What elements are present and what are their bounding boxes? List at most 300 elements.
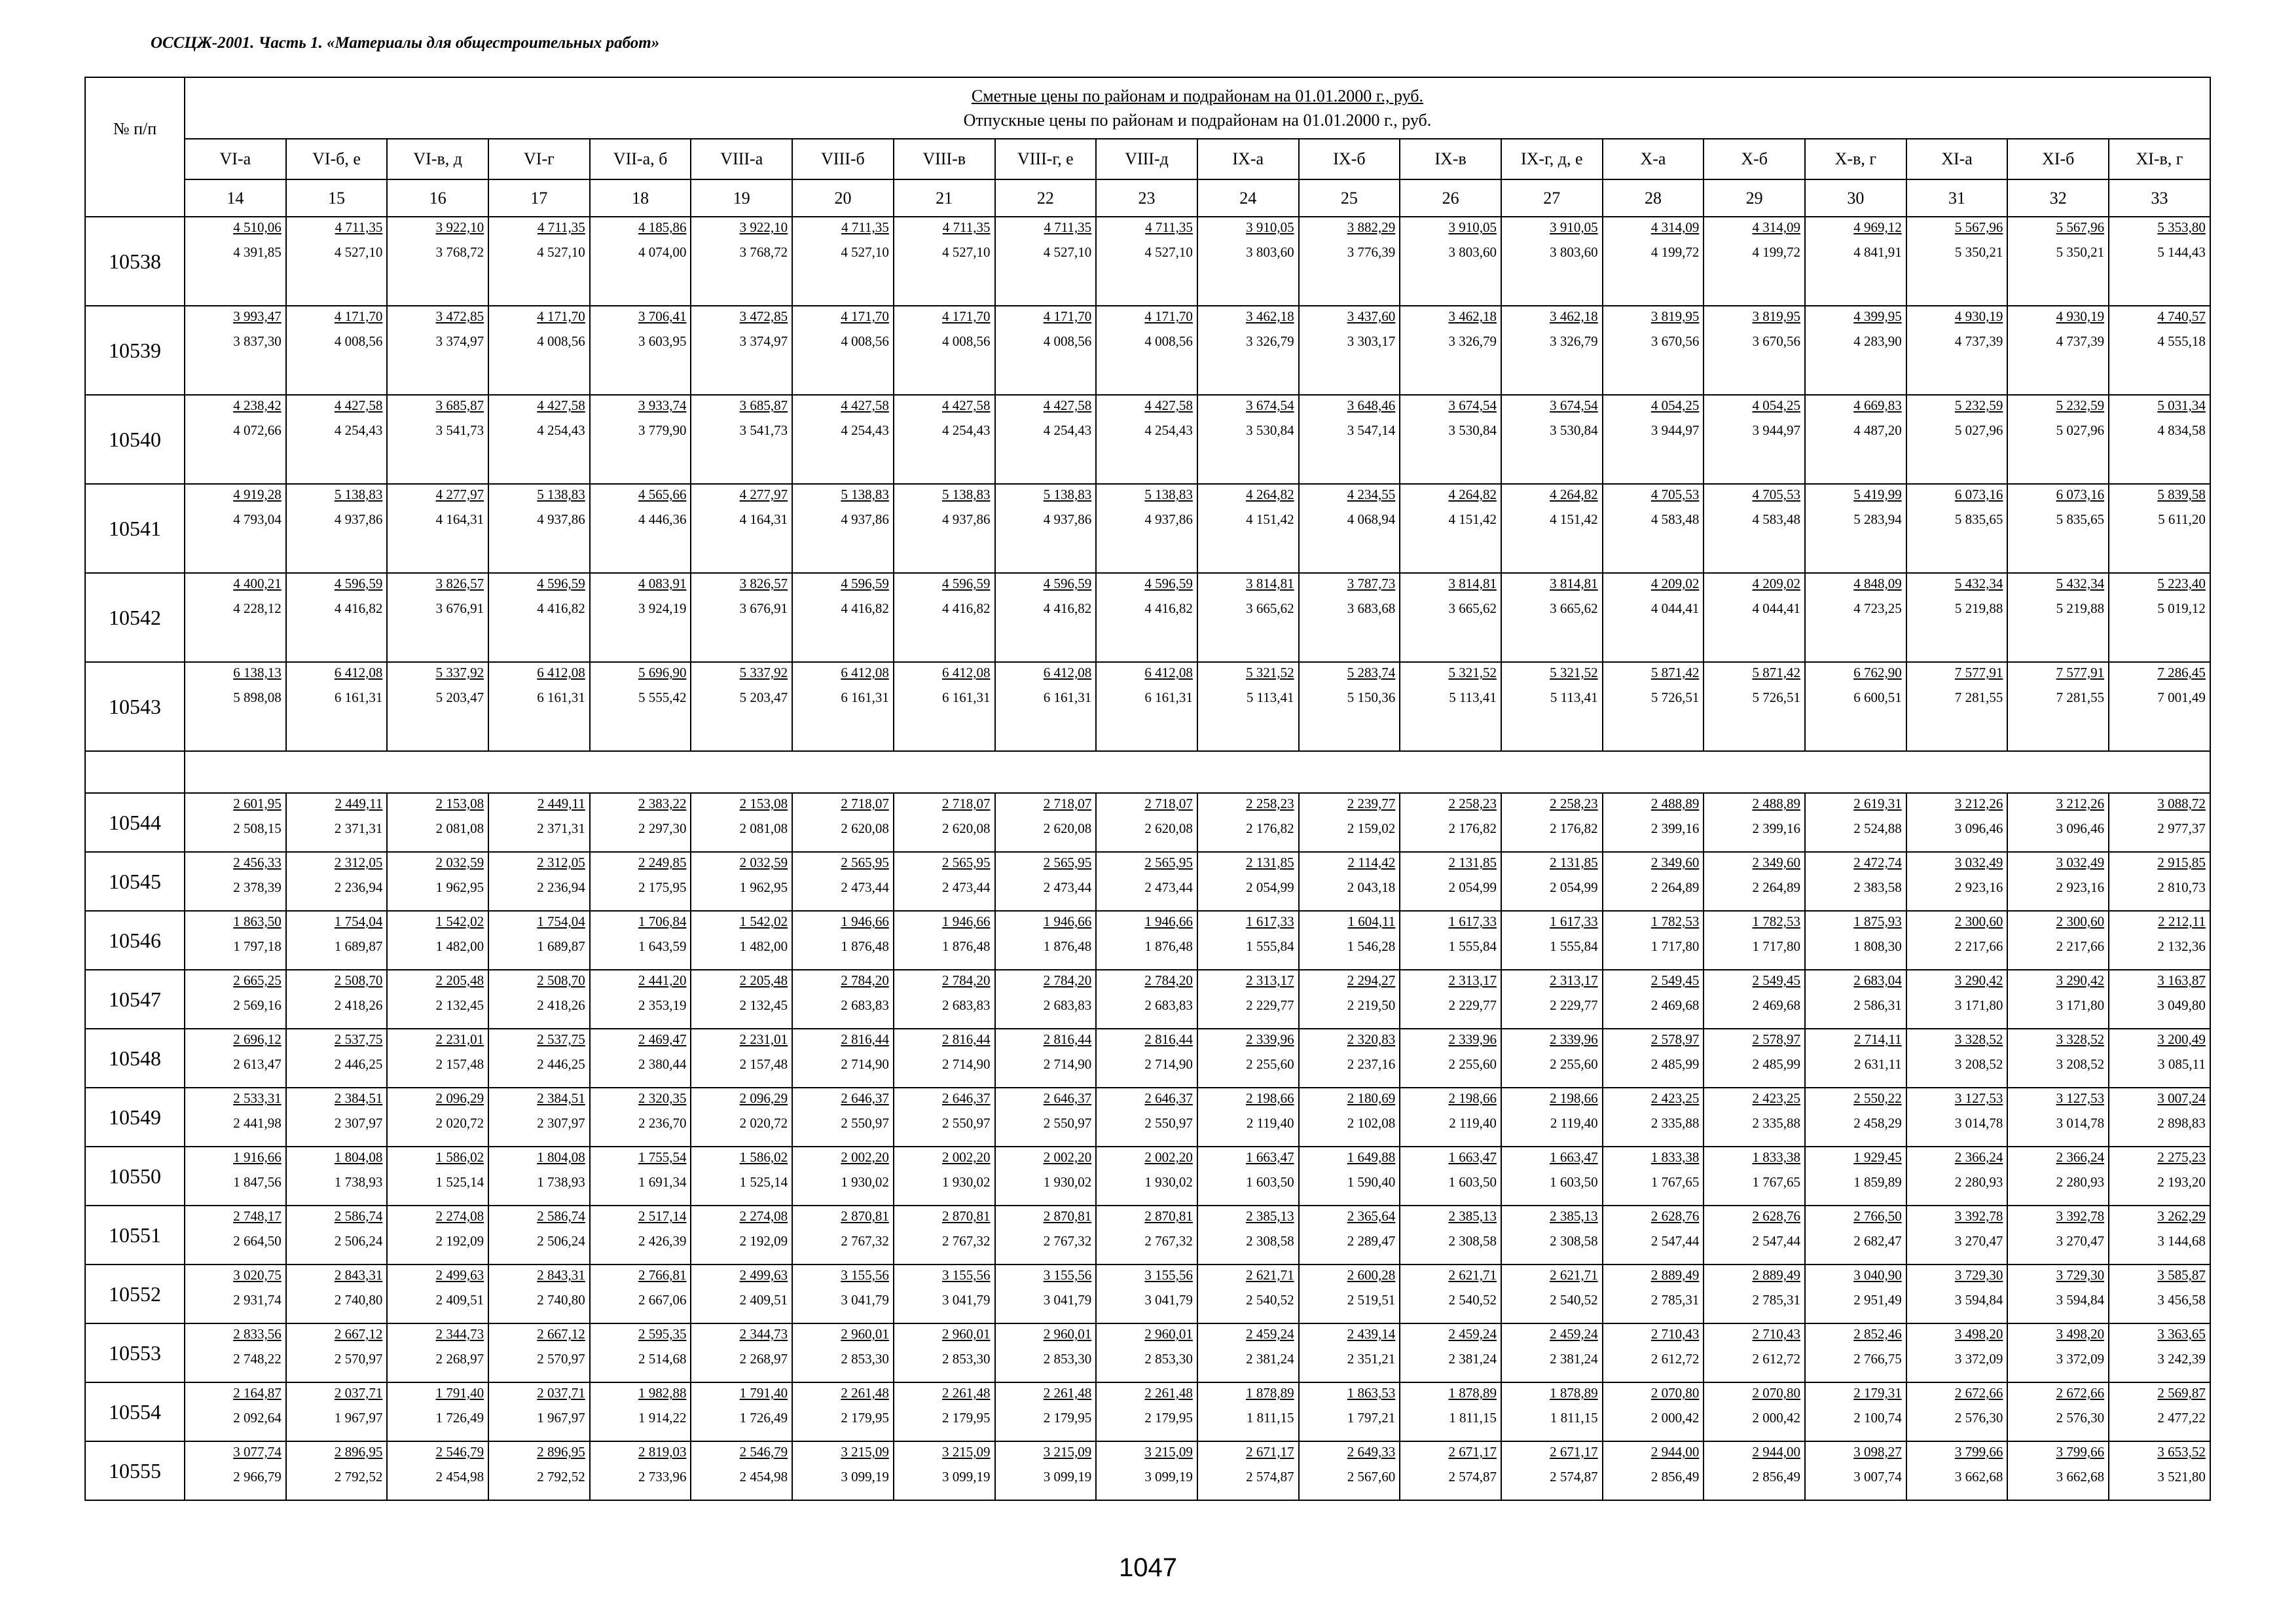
smetnaya-price: 3 215,09 (1144, 1444, 1193, 1460)
zone-header: VIII-г, е (995, 139, 1097, 179)
otpusknaya-price: 2 514,68 (638, 1351, 687, 1367)
otpusknaya-price: 3 270,47 (1954, 1233, 2003, 1249)
smetnaya-price: 4 427,58 (537, 397, 585, 413)
otpusknaya-price: 2 576,30 (2056, 1410, 2105, 1426)
smetnaya-price: 2 261,48 (942, 1385, 991, 1401)
smetnaya-price: 4 171,70 (841, 308, 889, 324)
price-cell (1805, 1088, 1906, 1147)
smetnaya-price: 3 363,65 (2157, 1326, 2206, 1342)
row-number: 10553 (85, 1323, 185, 1382)
price-cell (2007, 1323, 2109, 1382)
price-cell (995, 573, 1097, 662)
otpusknaya-price: 3 096,46 (1954, 821, 2003, 836)
otpusknaya-price: 2 766,75 (1853, 1351, 1902, 1367)
smetnaya-price: 2 870,81 (1043, 1208, 1092, 1224)
price-cell (1299, 1264, 1400, 1323)
smetnaya-price: 5 232,59 (1954, 397, 2003, 413)
smetnaya-price: 3 993,47 (233, 308, 282, 324)
column-number: 16 (387, 179, 488, 217)
price-cell (1501, 395, 1603, 484)
otpusknaya-price: 1 555,84 (1550, 938, 1598, 954)
separator-row (85, 751, 2210, 793)
otpusknaya-price: 3 374,97 (435, 333, 484, 349)
otpusknaya-price: 3 099,19 (1043, 1469, 1092, 1485)
smetnaya-price: 2 439,14 (1347, 1326, 1396, 1342)
otpusknaya-price: 2 268,97 (435, 1351, 484, 1367)
price-cell (1603, 1029, 1704, 1088)
price-cell (488, 1441, 590, 1500)
otpusknaya-price: 3 683,68 (1347, 600, 1396, 616)
smetnaya-price: 7 577,91 (2056, 665, 2105, 680)
smetnaya-price: 5 871,42 (1752, 665, 1800, 680)
row-number: 10540 (85, 395, 185, 484)
smetnaya-price: 2 366,24 (2056, 1149, 2105, 1165)
price-cell (1197, 573, 1299, 662)
price-cell (2007, 793, 2109, 852)
price-cell (1704, 1382, 1805, 1441)
smetnaya-price: 3 933,74 (638, 397, 687, 413)
otpusknaya-price: 1 691,34 (638, 1174, 687, 1190)
price-cell (1501, 852, 1603, 911)
price-cell (1197, 1382, 1299, 1441)
price-cell (1400, 395, 1501, 484)
smetnaya-price: 2 294,27 (1347, 972, 1396, 988)
price-cell (1400, 852, 1501, 911)
price-cell (2007, 395, 2109, 484)
otpusknaya-price: 2 289,47 (1347, 1233, 1396, 1249)
price-cell (1704, 1441, 1805, 1500)
price-cell (1906, 970, 2008, 1029)
smetnaya-price: 3 826,57 (739, 576, 788, 591)
smetnaya-price: 7 286,45 (2157, 665, 2206, 680)
otpusknaya-price: 4 723,25 (1853, 600, 1902, 616)
smetnaya-price: 5 232,59 (2056, 397, 2105, 413)
otpusknaya-price: 4 416,82 (1144, 600, 1193, 616)
price-cell (2007, 217, 2109, 306)
otpusknaya-price: 2 469,68 (1650, 997, 1700, 1013)
price-cell (995, 306, 1097, 395)
smetnaya-price: 3 922,10 (435, 219, 484, 235)
zone-header: VIII-в (894, 139, 995, 179)
smetnaya-price: 2 114,42 (1347, 855, 1396, 870)
otpusknaya-price: 2 054,99 (1448, 879, 1497, 895)
otpusknaya-price: 2 631,11 (1853, 1056, 1902, 1072)
price-cell (488, 573, 590, 662)
smetnaya-price: 2 766,81 (638, 1267, 687, 1283)
price-cell (2007, 573, 2109, 662)
smetnaya-price: 2 816,44 (1144, 1031, 1193, 1047)
otpusknaya-price: 1 962,95 (739, 879, 788, 895)
price-cell (1096, 1147, 1197, 1206)
price-cell (894, 395, 995, 484)
smetnaya-price: 2 870,81 (841, 1208, 889, 1224)
price-cell (590, 970, 691, 1029)
price-cell (590, 793, 691, 852)
row-number: 10544 (85, 793, 185, 852)
otpusknaya-price: 4 937,86 (942, 511, 991, 527)
smetnaya-price: 2 249,85 (638, 855, 687, 870)
column-number-row (85, 179, 2210, 217)
price-cell (1197, 1264, 1299, 1323)
price-cell (2007, 911, 2109, 970)
smetnaya-price: 1 617,33 (1246, 913, 1294, 929)
price-cell (1400, 484, 1501, 573)
otpusknaya-price: 2 237,16 (1347, 1056, 1396, 1072)
otpusknaya-price: 2 179,95 (942, 1410, 991, 1426)
price-cell (1603, 1264, 1704, 1323)
otpusknaya-price: 1 590,40 (1347, 1174, 1396, 1190)
smetnaya-price: 3 212,26 (1954, 796, 2003, 811)
otpusknaya-price: 2 418,26 (334, 997, 383, 1013)
price-cell (1299, 911, 1400, 970)
smetnaya-price: 2 002,20 (1043, 1149, 1092, 1165)
price-cell (488, 793, 590, 852)
otpusknaya-price: 4 283,90 (1853, 333, 1902, 349)
price-cell (488, 217, 590, 306)
price-cell (1096, 1323, 1197, 1382)
price-cell (590, 911, 691, 970)
npp-header-blank (85, 179, 185, 217)
otpusknaya-price: 3 270,47 (2056, 1233, 2105, 1249)
otpusknaya-price: 3 096,46 (2056, 821, 2105, 836)
otpusknaya-price: 4 737,39 (2056, 333, 2105, 349)
otpusknaya-price: 4 583,48 (1650, 511, 1700, 527)
otpusknaya-price: 4 527,10 (942, 244, 991, 260)
price-cell (185, 1147, 286, 1206)
price-cell (1400, 1088, 1501, 1147)
smetnaya-price: 1 663,47 (1550, 1149, 1598, 1165)
smetnaya-price: 2 365,64 (1347, 1208, 1396, 1224)
column-number: 28 (1603, 179, 1704, 217)
otpusknaya-price: 4 199,72 (1752, 244, 1800, 260)
otpusknaya-price: 1 797,18 (233, 938, 282, 954)
smetnaya-price: 2 472,74 (1853, 855, 1902, 870)
otpusknaya-price: 3 099,19 (1144, 1469, 1193, 1485)
otpusknaya-price: 3 041,79 (942, 1292, 991, 1308)
smetnaya-price: 1 663,47 (1448, 1149, 1497, 1165)
price-cell (286, 1147, 388, 1206)
smetnaya-price: 2 578,97 (1650, 1031, 1700, 1047)
otpusknaya-price: 7 001,49 (2157, 690, 2206, 705)
smetnaya-price: 5 696,90 (638, 665, 687, 680)
column-number: 21 (894, 179, 995, 217)
smetnaya-price: 4 930,19 (1954, 308, 2003, 324)
otpusknaya-price: 2 550,97 (942, 1115, 991, 1131)
otpusknaya-price: 1 930,02 (841, 1174, 889, 1190)
price-cell (185, 852, 286, 911)
smetnaya-price: 3 799,66 (1954, 1444, 2003, 1460)
price-cell (387, 573, 488, 662)
price-cell (1400, 1029, 1501, 1088)
column-number: 18 (590, 179, 691, 217)
smetnaya-price: 4 277,97 (435, 487, 484, 502)
smetnaya-price: 3 882,29 (1347, 219, 1396, 235)
otpusknaya-price: 3 326,79 (1246, 333, 1294, 349)
smetnaya-price: 2 383,22 (638, 796, 687, 811)
otpusknaya-price: 2 179,95 (1144, 1410, 1193, 1426)
otpusknaya-price: 2 081,08 (739, 821, 788, 836)
price-cell (1096, 1206, 1197, 1264)
smetnaya-price: 2 870,81 (1144, 1208, 1193, 1224)
otpusknaya-price: 2 297,30 (638, 821, 687, 836)
otpusknaya-price: 1 811,15 (1449, 1410, 1497, 1426)
row-number: 10546 (85, 911, 185, 970)
price-cell (894, 1206, 995, 1264)
price-cell (2109, 306, 2210, 395)
zone-header: X-а (1603, 139, 1704, 179)
price-cell (1096, 306, 1197, 395)
otpusknaya-price: 3 007,74 (1853, 1469, 1902, 1485)
smetnaya-price: 2 569,87 (2157, 1385, 2206, 1401)
otpusknaya-price: 4 008,56 (1144, 333, 1193, 349)
otpusknaya-price: 4 416,82 (841, 600, 889, 616)
column-number: 19 (691, 179, 792, 217)
otpusknaya-price: 3 541,73 (435, 422, 484, 438)
otpusknaya-price: 2 381,24 (1448, 1351, 1497, 1367)
price-cell (2007, 970, 2109, 1029)
smetnaya-price: 4 314,09 (1752, 219, 1800, 235)
price-cell (2109, 911, 2210, 970)
zone-header: VIII-б (792, 139, 894, 179)
otpusknaya-price: 1 876,48 (1144, 938, 1193, 954)
smetnaya-price: 2 384,51 (537, 1090, 585, 1106)
otpusknaya-price: 2 308,58 (1550, 1233, 1598, 1249)
price-cell (1805, 852, 1906, 911)
price-cell (1197, 1147, 1299, 1206)
otpusknaya-price: 3 014,78 (1954, 1115, 2003, 1131)
otpusknaya-price: 2 399,16 (1752, 821, 1800, 836)
otpusknaya-price: 4 527,10 (334, 244, 383, 260)
smetnaya-price: 3 685,87 (435, 397, 484, 413)
otpusknaya-price: 2 043,18 (1347, 879, 1396, 895)
smetnaya-price: 3 674,54 (1448, 397, 1497, 413)
smetnaya-price: 2 469,47 (638, 1031, 687, 1047)
price-cell (1400, 1323, 1501, 1382)
price-cell (1096, 1088, 1197, 1147)
otpusknaya-price: 1 811,15 (1550, 1410, 1598, 1426)
zone-header: VII-а, б (590, 139, 691, 179)
smetnaya-price: 7 577,91 (1954, 665, 2003, 680)
price-cell (792, 911, 894, 970)
price-cell (1906, 306, 2008, 395)
smetnaya-price: 2 258,23 (1550, 796, 1598, 811)
page-number: 1047 (1119, 1553, 1177, 1582)
smetnaya-price: 2 070,80 (1752, 1385, 1800, 1401)
column-number: 14 (185, 179, 286, 217)
otpusknaya-price: 1 811,15 (1246, 1410, 1294, 1426)
table-row (85, 1088, 2210, 1147)
otpusknaya-price: 2 612,72 (1752, 1351, 1800, 1367)
smetnaya-price: 2 499,63 (435, 1267, 484, 1283)
otpusknaya-price: 3 144,68 (2157, 1233, 2206, 1249)
otpusknaya-price: 3 530,84 (1448, 422, 1497, 438)
otpusknaya-price: 1 482,00 (435, 938, 484, 954)
price-cell (1704, 1323, 1805, 1382)
otpusknaya-price: 7 281,55 (1954, 690, 2003, 705)
smetnaya-price: 2 179,31 (1853, 1385, 1902, 1401)
otpusknaya-price: 2 054,99 (1550, 879, 1598, 895)
price-cell (185, 662, 286, 751)
smetnaya-price: 2 449,11 (335, 796, 383, 811)
otpusknaya-price: 4 254,43 (942, 422, 991, 438)
price-cell (1197, 217, 1299, 306)
smetnaya-price: 1 863,50 (233, 913, 282, 929)
price-cell (1501, 662, 1603, 751)
price-cell (792, 1441, 894, 1500)
price-cell (286, 484, 388, 573)
price-cell (1299, 1206, 1400, 1264)
column-number: 15 (286, 179, 388, 217)
otpusknaya-price: 2 856,49 (1650, 1469, 1700, 1485)
otpusknaya-price: 1 738,93 (334, 1174, 383, 1190)
row-number: 10538 (85, 217, 185, 306)
smetnaya-price: 3 814,81 (1550, 576, 1598, 591)
price-cell (792, 1088, 894, 1147)
smetnaya-price: 2 565,95 (841, 855, 889, 870)
table-row (85, 1441, 2210, 1500)
otpusknaya-price: 2 853,30 (841, 1351, 889, 1367)
price-cell (2007, 1264, 2109, 1323)
document-header: ОССЦЖ-2001. Часть 1. «Материалы для общестроительных работ» (151, 34, 660, 52)
smetnaya-price: 2 488,89 (1650, 796, 1700, 811)
otpusknaya-price: 4 487,20 (1853, 422, 1902, 438)
price-cell (894, 573, 995, 662)
smetnaya-price: 1 929,45 (1853, 1149, 1902, 1165)
otpusknaya-price: 4 254,43 (1144, 422, 1193, 438)
otpusknaya-price: 2 506,24 (537, 1233, 585, 1249)
smetnaya-price: 5 432,34 (1954, 576, 2003, 591)
price-cell (894, 1441, 995, 1500)
smetnaya-price: 3 290,42 (1954, 972, 2003, 988)
price-cell (590, 1029, 691, 1088)
smetnaya-price: 3 007,24 (2157, 1090, 2206, 1106)
price-cell (691, 1323, 792, 1382)
smetnaya-price: 1 878,89 (1448, 1385, 1497, 1401)
price-cell (2109, 484, 2210, 573)
otpusknaya-price: 2 193,20 (2157, 1174, 2206, 1190)
price-cell (1805, 970, 1906, 1029)
smetnaya-price: 2 198,66 (1448, 1090, 1497, 1106)
smetnaya-price: 3 020,75 (233, 1267, 282, 1283)
otpusknaya-price: 1 689,87 (334, 938, 383, 954)
otpusknaya-price: 3 326,79 (1550, 333, 1598, 349)
zone-header: VI-г (488, 139, 590, 179)
smetnaya-price: 2 546,79 (739, 1444, 788, 1460)
otpusknaya-price: 3 372,09 (2056, 1351, 2105, 1367)
price-cell (792, 1264, 894, 1323)
otpusknaya-price: 2 399,16 (1650, 821, 1700, 836)
smetnaya-price: 3 462,18 (1448, 308, 1497, 324)
smetnaya-price: 2 870,81 (942, 1208, 991, 1224)
price-cell (691, 306, 792, 395)
smetnaya-price: 4 171,70 (1144, 308, 1193, 324)
otpusknaya-price: 3 670,56 (1752, 333, 1800, 349)
otpusknaya-price: 2 785,31 (1752, 1292, 1800, 1308)
price-cell (1197, 793, 1299, 852)
price-cell (488, 1323, 590, 1382)
price-cell (792, 573, 894, 662)
otpusknaya-price: 4 416,82 (537, 600, 585, 616)
otpusknaya-price: 2 620,08 (942, 821, 991, 836)
otpusknaya-price: 2 446,25 (537, 1056, 585, 1072)
smetnaya-price: 2 344,73 (435, 1326, 484, 1342)
otpusknaya-price: 2 236,70 (638, 1115, 687, 1131)
otpusknaya-price: 2 229,77 (1448, 997, 1497, 1013)
otpusknaya-price: 4 555,18 (2157, 333, 2206, 349)
otpusknaya-price: 3 603,95 (638, 333, 687, 349)
smetnaya-price: 4 264,82 (1246, 487, 1294, 502)
otpusknaya-price: 3 530,84 (1550, 422, 1598, 438)
otpusknaya-price: 2 308,58 (1246, 1233, 1294, 1249)
price-cell (1501, 1382, 1603, 1441)
smetnaya-price: 2 002,20 (841, 1149, 889, 1165)
smetnaya-price: 2 488,89 (1752, 796, 1800, 811)
otpusknaya-price: 7 281,55 (2056, 690, 2105, 705)
table-row (85, 484, 2210, 573)
smetnaya-price: 3 819,95 (1650, 308, 1700, 324)
otpusknaya-price: 2 217,66 (1954, 938, 2003, 954)
price-cell (1704, 573, 1805, 662)
price-cell (691, 1147, 792, 1206)
price-cell (1197, 395, 1299, 484)
row-number: 10555 (85, 1441, 185, 1500)
price-cell (1906, 1264, 2008, 1323)
price-cell (185, 793, 286, 852)
otpusknaya-price: 5 203,47 (435, 690, 484, 705)
price-cell (1299, 573, 1400, 662)
price-cell (2007, 1382, 2109, 1441)
price-cell (286, 1029, 388, 1088)
smetnaya-price: 2 459,24 (1448, 1326, 1497, 1342)
price-cell (590, 662, 691, 751)
price-cell (1906, 911, 2008, 970)
smetnaya-price: 4 314,09 (1650, 219, 1700, 235)
smetnaya-price: 3 787,73 (1347, 576, 1396, 591)
table-row (85, 662, 2210, 751)
smetnaya-price: 2 915,85 (2157, 855, 2206, 870)
otpusknaya-price: 1 914,22 (638, 1410, 687, 1426)
otpusknaya-price: 2 229,77 (1550, 997, 1598, 1013)
otpusknaya-price: 1 555,84 (1448, 938, 1497, 954)
otpusknaya-price: 2 264,89 (1650, 879, 1700, 895)
otpusknaya-price: 5 027,96 (1954, 422, 2003, 438)
smetnaya-price: 2 672,66 (1954, 1385, 2003, 1401)
price-cell (1400, 1441, 1501, 1500)
otpusknaya-price: 2 550,97 (1144, 1115, 1193, 1131)
otpusknaya-price: 2 255,60 (1448, 1056, 1497, 1072)
price-cell (691, 1029, 792, 1088)
price-cell (185, 395, 286, 484)
otpusknaya-price: 2 540,52 (1246, 1292, 1294, 1308)
smetnaya-price: 3 799,66 (2056, 1444, 2105, 1460)
otpusknaya-price: 1 967,97 (537, 1410, 585, 1426)
price-cell (1704, 1264, 1805, 1323)
otpusknaya-price: 1 726,49 (739, 1410, 788, 1426)
smetnaya-price: 5 138,83 (1144, 487, 1193, 502)
price-cell (1299, 1029, 1400, 1088)
price-cell (691, 484, 792, 573)
otpusknaya-price: 2 966,79 (233, 1469, 282, 1485)
otpusknaya-price: 3 456,58 (2157, 1292, 2206, 1308)
otpusknaya-price: 2 176,82 (1550, 821, 1598, 836)
otpusknaya-price: 2 159,02 (1347, 821, 1396, 836)
column-number: 29 (1704, 179, 1805, 217)
otpusknaya-price: 4 254,43 (1043, 422, 1092, 438)
price-cell (590, 1323, 691, 1382)
otpusknaya-price: 2 426,39 (638, 1233, 687, 1249)
price-cell (1197, 911, 1299, 970)
price-cell (995, 1147, 1097, 1206)
